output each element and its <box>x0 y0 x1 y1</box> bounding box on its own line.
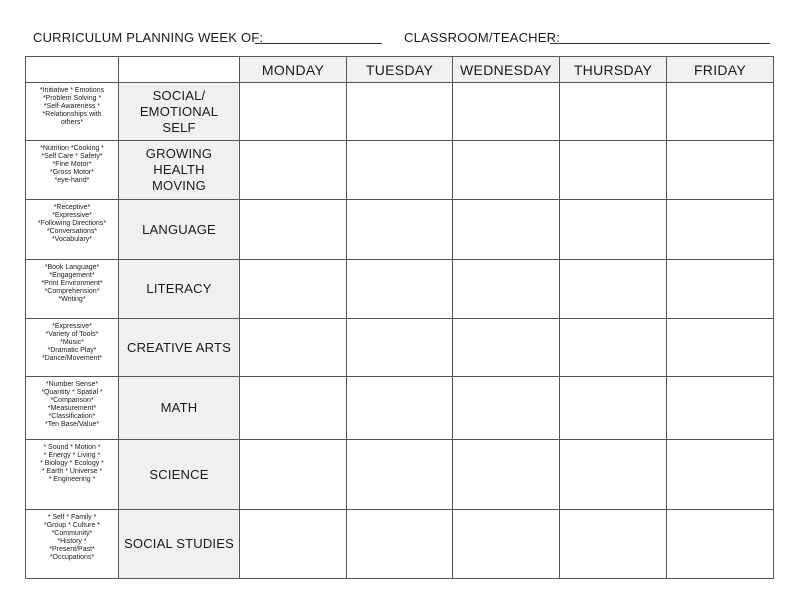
classroom-teacher-field[interactable] <box>550 43 770 44</box>
plan-cell[interactable] <box>240 141 347 200</box>
plan-cell[interactable] <box>667 440 774 510</box>
plan-cell[interactable] <box>240 200 347 260</box>
plan-cell[interactable] <box>560 377 667 440</box>
plan-cell[interactable] <box>240 377 347 440</box>
plan-cell[interactable] <box>560 440 667 510</box>
subject-label: LITERACY <box>119 260 240 319</box>
classroom-teacher-label: CLASSROOM/TEACHER: <box>404 30 561 45</box>
subject-label: SCIENCE <box>119 440 240 510</box>
day-header: MONDAY <box>240 57 347 83</box>
skills-list: *Nutrition *Cooking * *Self Care * Safety* *Fine Motor* *Gross Motor* *eye-hand* <box>26 141 119 200</box>
plan-cell[interactable] <box>560 83 667 141</box>
plan-cell[interactable] <box>240 260 347 319</box>
plan-cell[interactable] <box>347 319 453 377</box>
day-header-row <box>26 57 774 83</box>
skills-list: *Receptive* *Expressive* *Following Directions* *Conversations* *Vocabulary* <box>26 200 119 260</box>
plan-cell[interactable] <box>560 260 667 319</box>
plan-cell[interactable] <box>560 319 667 377</box>
planning-table <box>25 56 774 579</box>
corner-cell <box>119 57 240 83</box>
day-header: THURSDAY <box>560 57 667 83</box>
plan-cell[interactable] <box>667 83 774 141</box>
subject-label: SOCIAL/ EMOTIONAL SELF <box>119 83 240 141</box>
planning-week-label: CURRICULUM PLANNING WEEK OF: <box>33 30 264 45</box>
plan-cell[interactable] <box>240 319 347 377</box>
plan-cell[interactable] <box>240 83 347 141</box>
plan-cell[interactable] <box>347 141 453 200</box>
table-row <box>26 141 774 200</box>
plan-cell[interactable] <box>667 200 774 260</box>
table-row <box>26 319 774 377</box>
skills-list: * Sound * Motion * * Energy * Living * * Biology * Ecology * * Earth * Universe * * Engineering * <box>26 440 119 510</box>
skills-list: *Initiative * Emotions *Problem Solving * *Self-Awareness * *Relationships with others* <box>26 83 119 141</box>
plan-cell[interactable] <box>453 83 560 141</box>
plan-cell[interactable] <box>453 260 560 319</box>
plan-cell[interactable] <box>667 377 774 440</box>
plan-cell[interactable] <box>240 440 347 510</box>
plan-cell[interactable] <box>347 200 453 260</box>
subject-label: MATH <box>119 377 240 440</box>
day-header: WEDNESDAY <box>453 57 560 83</box>
day-header: FRIDAY <box>667 57 774 83</box>
table-row <box>26 440 774 510</box>
plan-cell[interactable] <box>347 260 453 319</box>
subject-label: LANGUAGE <box>119 200 240 260</box>
plan-cell[interactable] <box>667 260 774 319</box>
plan-cell[interactable] <box>453 440 560 510</box>
plan-cell[interactable] <box>347 377 453 440</box>
skills-list: * Self * Family * *Group * Culture * *Community* *History * *Present/Past* *Occupations* <box>26 510 119 579</box>
table-row <box>26 200 774 260</box>
table-row <box>26 260 774 319</box>
table-row <box>26 510 774 579</box>
plan-cell[interactable] <box>667 510 774 579</box>
plan-cell[interactable] <box>453 510 560 579</box>
header <box>0 28 794 48</box>
week-of-field[interactable] <box>255 43 382 44</box>
plan-cell[interactable] <box>453 141 560 200</box>
corner-cell <box>26 57 119 83</box>
plan-cell[interactable] <box>347 510 453 579</box>
table-row <box>26 377 774 440</box>
plan-cell[interactable] <box>667 141 774 200</box>
table-row <box>26 83 774 141</box>
plan-cell[interactable] <box>453 377 560 440</box>
plan-cell[interactable] <box>347 83 453 141</box>
plan-cell[interactable] <box>667 319 774 377</box>
skills-list: *Number Sense* *Quantity * Spatial * *Comparison* *Measurement* *Classification* *Ten Base/Value* <box>26 377 119 440</box>
plan-cell[interactable] <box>560 141 667 200</box>
subject-label: CREATIVE ARTS <box>119 319 240 377</box>
subject-label: SOCIAL STUDIES <box>119 510 240 579</box>
plan-cell[interactable] <box>453 319 560 377</box>
day-header: TUESDAY <box>347 57 453 83</box>
skills-list: *Book Language* *Engagement* *Print Environment* *Comprehension* *Writing* <box>26 260 119 319</box>
plan-cell[interactable] <box>240 510 347 579</box>
plan-cell[interactable] <box>347 440 453 510</box>
skills-list: *Expressive* *Variety of Tools* *Music* *Dramatic Play* *Dance/Movement* <box>26 319 119 377</box>
plan-cell[interactable] <box>560 200 667 260</box>
plan-cell[interactable] <box>560 510 667 579</box>
plan-cell[interactable] <box>453 200 560 260</box>
subject-label: GROWING HEALTH MOVING <box>119 141 240 200</box>
